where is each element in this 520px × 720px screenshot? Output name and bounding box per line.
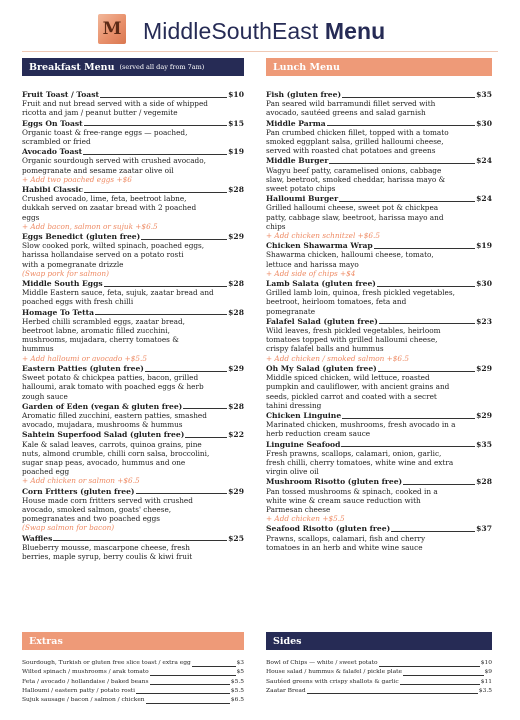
menu-item-description: harissa hollandaise served on a potato rosti xyxy=(22,250,184,260)
extras-item-name: Halloumi / eastern patty / potato rosti xyxy=(22,687,136,694)
sides-item-price: $9 xyxy=(484,669,492,676)
leader-line xyxy=(84,125,227,126)
lunch-section xyxy=(266,58,492,553)
brand-menu-word: Menu xyxy=(324,18,386,44)
extras-title: Extras xyxy=(29,635,63,647)
menu-item xyxy=(266,440,492,477)
menu-item-description: virgin olive oil xyxy=(266,467,319,477)
menu-item-header xyxy=(22,402,244,411)
extras-item xyxy=(22,696,244,705)
leader-line xyxy=(145,371,227,372)
menu-item-description: poached egg xyxy=(22,467,70,477)
menu-item-description: Pan seared wild barramundi fillet served with xyxy=(266,99,436,109)
menu-item-price: $19 xyxy=(476,241,492,251)
menu-item-description: ricotta and jam / peanut butter / vegemite xyxy=(22,108,178,118)
menu-item xyxy=(22,232,244,278)
page-title xyxy=(143,18,385,45)
extras-section xyxy=(22,632,244,705)
menu-item-addon: + Add chicken or salmon +$6.5 xyxy=(22,476,140,486)
menu-item xyxy=(22,90,244,118)
extras-item xyxy=(22,687,244,696)
menu-item-header xyxy=(22,534,244,543)
menu-item xyxy=(266,119,492,156)
menu-item xyxy=(22,279,244,307)
leader-line xyxy=(403,484,475,485)
menu-item-description: patty, cabbage slaw, beetroot, harissa mayo and xyxy=(266,212,444,222)
leader-line xyxy=(403,675,483,676)
menu-item-header xyxy=(266,194,492,203)
extras-item-price: $5 xyxy=(236,669,244,676)
sides-item-name: Bowl of Chips — white / sweet potato xyxy=(266,660,378,666)
menu-item-addon: + Add chicken schnitzel +$6.5 xyxy=(266,231,381,241)
leader-line xyxy=(185,437,227,438)
menu-item-header xyxy=(266,317,492,326)
menu-item-name: Lamb Salata (gluten free) xyxy=(266,279,376,289)
menu-item-description: zough sauce xyxy=(22,391,68,401)
leader-line xyxy=(136,493,228,494)
sides-section xyxy=(266,632,492,696)
menu-item-description: Middle spiced chicken, wild lettuce, roasted xyxy=(266,373,430,383)
leader-line xyxy=(342,418,475,419)
menu-item-description: slaw, beetroot, smoked cheddar, harissa mayo & xyxy=(266,174,446,184)
menu-item-addon: + Add chicken / smoked salmon +$6.5 xyxy=(266,353,410,363)
menu-item-description: pumpkin and cauliflower, with ancient grains and xyxy=(266,382,450,392)
menu-item-price: $35 xyxy=(476,439,492,449)
extras-heading xyxy=(22,632,244,650)
menu-item-name: Eggs Benedict (gluten free) xyxy=(22,232,141,242)
sides-item-price: $3.5 xyxy=(478,687,492,694)
breakfast-section xyxy=(22,58,244,562)
menu-item-description: beetroot, heirloom tomatoes, feta and xyxy=(266,297,407,307)
leader-line xyxy=(192,666,236,667)
menu-item-name: Chicken Shawarma Wrap xyxy=(266,241,373,251)
menu-item-description: tomatoes in an herb and white wine sauce xyxy=(266,542,423,552)
menu-item-description: House made corn fritters served with crushed xyxy=(22,495,193,505)
extras-item-name: Sujuk sausage / bacon / salmon / chicken xyxy=(22,697,145,704)
leader-line xyxy=(84,192,227,193)
menu-item-name: Seafood Risotto (gluten free) xyxy=(266,524,391,534)
extras-items xyxy=(22,659,244,705)
menu-item-name: Linguine Seafood xyxy=(266,439,341,449)
menu-item-description: Grilled lamb loin, quinoa, fresh pickled vegetables, xyxy=(266,288,455,298)
menu-item-name: Halloumi Burger xyxy=(266,194,339,204)
sides-title: Sides xyxy=(273,635,302,647)
menu-item-name: Middle Parma xyxy=(266,118,326,128)
menu-item-price: $24 xyxy=(476,194,492,204)
menu-item-header xyxy=(22,147,244,156)
logo-letter: M xyxy=(102,19,122,39)
extras-item-name: Wilted spinach / mushrooms / arak tomato xyxy=(22,669,149,676)
menu-item-header xyxy=(22,308,244,317)
menu-item xyxy=(266,364,492,410)
menu-item-name: Fish (gluten free) xyxy=(266,90,342,99)
menu-item-description: berries, maple syrup, berry coulis & kiwi fruit xyxy=(22,551,193,561)
menu-item-price: $29 xyxy=(476,410,492,420)
menu-item-description: pomegranate xyxy=(266,306,316,316)
brand-name: MiddleSouthEast xyxy=(143,18,325,44)
lunch-items xyxy=(266,90,492,552)
sides-item xyxy=(266,678,492,687)
menu-item-header xyxy=(22,279,244,288)
menu-item-price: $15 xyxy=(228,118,244,128)
breakfast-heading xyxy=(22,58,244,76)
menu-item-price: $24 xyxy=(476,156,492,166)
leader-line xyxy=(100,97,227,98)
leader-line xyxy=(391,531,475,532)
menu-item-description: seeds, pickled carrot and coated with a secret xyxy=(266,391,437,401)
leader-line xyxy=(379,666,480,667)
menu-item-header xyxy=(266,241,492,250)
menu-item-description: Prawns, scallops, calamari, fish and cherry xyxy=(266,533,426,543)
menu-item-header xyxy=(22,119,244,128)
menu-item-description: fresh chilli, cherry tomatoes, white wine and extra xyxy=(266,457,454,467)
sides-item-price: $10 xyxy=(480,660,492,666)
menu-item xyxy=(22,364,244,401)
menu-item-name: Fruit Toast / Toast xyxy=(22,90,99,99)
menu-item-description: mushrooms, mujadara, cherry tomatoes & xyxy=(22,335,179,345)
menu-item-description: Herbed chilli scrambled eggs, zaatar bread, xyxy=(22,316,185,326)
menu-item-price: $25 xyxy=(228,533,244,543)
menu-item-header xyxy=(22,90,244,99)
menu-item-name: Avocado Toast xyxy=(22,147,83,157)
leader-line xyxy=(150,684,230,685)
menu-item-description: scrambled or fried xyxy=(22,137,91,147)
menu-item-name: Oh My Salad (gluten free) xyxy=(266,363,377,373)
menu-item-description: white wine & cream sauce reduction with xyxy=(266,495,421,505)
extras-item-price: $3 xyxy=(236,660,244,666)
leader-line xyxy=(341,446,475,447)
menu-item-addon: (Swap salmon for bacon) xyxy=(22,523,115,533)
menu-item-addon: + Add two poached eggs +$6 xyxy=(22,174,132,184)
extras-item xyxy=(22,659,244,668)
breakfast-note: (served all day from 7am) xyxy=(119,63,205,71)
leader-line xyxy=(83,154,227,155)
menu-item-description: poached eggs with fresh chilli xyxy=(22,297,134,307)
menu-item-header xyxy=(22,185,244,194)
menu-item xyxy=(266,279,492,316)
menu-item-price: $22 xyxy=(228,430,244,440)
leader-line xyxy=(307,693,478,694)
menu-item-description: tahini dressing xyxy=(266,400,322,410)
leader-line xyxy=(104,286,227,287)
menu-item-name: Mushroom Risotto (gluten free) xyxy=(266,477,403,487)
menu-item-description: avocado, smoked salmon, goats' cheese, xyxy=(22,504,172,514)
menu-item-name: Waffles xyxy=(22,533,53,543)
extras-item-name: Feta / avocado / hollandaise / baked beans xyxy=(22,678,149,685)
menu-item xyxy=(22,185,244,231)
menu-item-price: $29 xyxy=(476,363,492,373)
menu-item-header xyxy=(266,477,492,486)
breakfast-items xyxy=(22,90,244,561)
menu-item-header xyxy=(266,364,492,373)
menu-item-description: eggs xyxy=(22,212,40,222)
menu-item-price: $28 xyxy=(228,279,244,289)
leader-line xyxy=(374,248,475,249)
menu-item-description: Sweet potato & chickpea patties, bacon, grilled xyxy=(22,373,199,383)
menu-item-description: Wagyu beef patty, caramelised onions, cabbage xyxy=(266,165,442,175)
menu-item-price: $19 xyxy=(228,147,244,157)
sides-item xyxy=(266,659,492,668)
sides-items xyxy=(266,659,492,696)
leader-line xyxy=(339,201,475,202)
menu-item-addon: + Add chicken +$5.5 xyxy=(266,514,345,524)
menu-item-description: pomegranate and sesame zaatar olive oil xyxy=(22,165,174,175)
leader-line xyxy=(327,125,475,126)
menu-item-description: Grilled halloumi cheese, sweet pot & chickpea xyxy=(266,203,439,213)
menu-item xyxy=(22,147,244,184)
menu-item-description: sweet potato chips xyxy=(266,184,336,194)
menu-item-description: tomatoes topped with grilled halloumi cheese, xyxy=(266,335,438,345)
menu-item xyxy=(266,194,492,240)
menu-item-description: avocado, mujadara, mushrooms & hummus xyxy=(22,420,183,430)
menu-item-price: $29 xyxy=(228,363,244,373)
menu-item xyxy=(266,524,492,552)
menu-item-description: served with roasted chat potatoes and greens xyxy=(266,146,436,156)
leader-line xyxy=(136,693,230,694)
menu-item-description: crispy falafel balls and hummus xyxy=(266,344,384,354)
menu-item-description: Marinated chicken, mushrooms, fresh avocado in a xyxy=(266,420,456,430)
extras-item xyxy=(22,678,244,687)
leader-line xyxy=(377,286,475,287)
sides-item xyxy=(266,687,492,696)
menu-item-price: $29 xyxy=(228,486,244,496)
menu-item-description: hummus xyxy=(22,344,54,354)
menu-item-description: Organic toast & free-range eggs — poached, xyxy=(22,127,188,137)
sides-heading xyxy=(266,632,492,650)
menu-item-description: lettuce and harissa mayo xyxy=(266,259,359,269)
lunch-title: Lunch Menu xyxy=(273,61,340,73)
menu-item xyxy=(266,477,492,523)
menu-item-price: $37 xyxy=(476,524,492,534)
menu-item-header xyxy=(266,411,492,420)
leader-line xyxy=(53,540,227,541)
menu-item-header xyxy=(266,524,492,533)
menu-item-price: $28 xyxy=(228,401,244,411)
menu-item-description: chips xyxy=(266,221,286,231)
sides-item-name: Sautéed greens with crispy shallots & garlic xyxy=(266,678,399,685)
leader-line xyxy=(400,684,480,685)
leader-line xyxy=(378,371,475,372)
menu-item-description: smoked eggplant salsa, grilled halloumi cheese, xyxy=(266,137,444,147)
menu-item-name: Sahtein Superfood Salad (gluten free) xyxy=(22,430,185,440)
menu-item-description: Blueberry mousse, mascarpone cheese, fresh xyxy=(22,542,190,552)
menu-item-addon: + Add side of chips +$4 xyxy=(266,268,356,278)
menu-item xyxy=(266,156,492,193)
menu-item-price: $30 xyxy=(476,279,492,289)
menu-item-description: Fruit and nut bread served with a side of whipped xyxy=(22,99,208,109)
menu-item xyxy=(22,487,244,533)
menu-item-description: Aromatic filled zucchini, eastern patties, smashed xyxy=(22,410,207,420)
menu-item-price: $30 xyxy=(476,118,492,128)
menu-item-header xyxy=(266,440,492,449)
menu-item-name: Habibi Classic xyxy=(22,185,84,195)
menu-item-name: Eastern Patties (gluten free) xyxy=(22,363,144,373)
menu-item-price: $28 xyxy=(228,307,244,317)
menu-item-description: pomegranates and two poached eggs xyxy=(22,514,161,524)
menu-item-header xyxy=(266,90,492,99)
menu-item xyxy=(22,430,244,485)
logo xyxy=(98,14,126,44)
leader-line xyxy=(329,163,475,164)
menu-item-description: Crushed avocado, lime, feta, beetroot labne, xyxy=(22,194,187,204)
menu-item-description: Slow cooked pork, wilted spinach, poached eggs, xyxy=(22,241,205,251)
menu-item xyxy=(22,308,244,363)
menu-item-description: sugar snap peas, avocado, hummus and one xyxy=(22,457,186,467)
menu-item-price: $35 xyxy=(476,90,492,99)
menu-item-description: dukkah served on zaatar bread with 2 poached xyxy=(22,203,197,213)
menu-item-description: Pan tossed mushrooms & spinach, cooked in a xyxy=(266,486,438,496)
sides-item-price: $11 xyxy=(480,678,492,685)
menu-item-price: $28 xyxy=(228,185,244,195)
menu-item-header xyxy=(266,279,492,288)
header xyxy=(0,14,520,48)
menu-item-name: Middle South Eggs xyxy=(22,279,103,289)
menu-item-description: Kale & salad leaves, carrots, quinoa grains, pine xyxy=(22,439,202,449)
menu-item-addon: + Add halloumi or avocado +$5.5 xyxy=(22,353,147,363)
menu-item-name: Eggs On Toast xyxy=(22,118,83,128)
menu-item-description: Pan crumbed chicken fillet, topped with a tomato xyxy=(266,127,449,137)
leader-line xyxy=(141,239,227,240)
menu-item-description: nuts, almond crumble, chilli corn salsa, broccolini, xyxy=(22,448,210,458)
leader-line xyxy=(183,408,227,409)
menu-item-description: herb reduction cream sauce xyxy=(266,429,371,439)
menu-item-description: beetroot labne, aromatic filled zucchini, xyxy=(22,326,170,336)
menu-item-description: avocado, sautéed greens and salad garnish xyxy=(266,108,426,118)
menu-item-addon: + Add bacon, salmon or sujuk +$6.5 xyxy=(22,221,158,231)
menu-item xyxy=(22,402,244,430)
menu-item-price: $28 xyxy=(476,477,492,487)
extras-item xyxy=(22,668,244,677)
menu-item-description: Parmesan cheese xyxy=(266,504,331,514)
menu-item-header xyxy=(22,364,244,373)
menu-item-name: Homage To Tetta xyxy=(22,307,95,317)
menu-item-price: $23 xyxy=(476,316,492,326)
menu-item-header xyxy=(22,232,244,241)
menu-item-header xyxy=(266,119,492,128)
menu-item-name: Middle Burger xyxy=(266,156,329,166)
menu-item-name: Corn Fritters (gluten free) xyxy=(22,486,135,496)
menu-item-price: $29 xyxy=(228,232,244,242)
breakfast-title: Breakfast Menu xyxy=(29,61,115,73)
leader-line xyxy=(146,703,230,704)
menu-item xyxy=(22,119,244,147)
extras-item-price: $5.5 xyxy=(230,678,244,685)
menu-item-header xyxy=(22,487,244,496)
menu-item-description: Middle Eastern sauce, feta, sujuk, zaatar bread and xyxy=(22,288,214,298)
menu-item-description: Organic sourdough served with crushed avocado, xyxy=(22,156,206,166)
menu-item xyxy=(266,411,492,439)
menu-item-name: Chicken Linguine xyxy=(266,410,342,420)
menu-item-description: Fresh prawns, scallops, calamari, onion, garlic, xyxy=(266,448,442,458)
leader-line xyxy=(95,314,227,315)
menu-item xyxy=(266,241,492,278)
extras-item-price: $5.5 xyxy=(230,687,244,694)
leader-line xyxy=(150,675,236,676)
menu-item-description: Shawarma chicken, halloumi cheese, tomato, xyxy=(266,250,434,260)
menu-item-description: with a pomegranate drizzle xyxy=(22,259,124,269)
menu-item xyxy=(22,534,244,562)
menu-item-description: Wild leaves, fresh pickled vegetables, heirloom xyxy=(266,326,441,336)
menu-item-header xyxy=(266,156,492,165)
menu-item-name: Garden of Eden (vegan & gluten free) xyxy=(22,401,183,411)
header-divider xyxy=(22,51,498,52)
sides-item-name: Zaatar Bread xyxy=(266,687,306,694)
leader-line xyxy=(379,323,475,324)
extras-item-price: $6.5 xyxy=(230,697,244,704)
menu-item xyxy=(266,317,492,363)
menu-item-addon: (Swap pork for salmon) xyxy=(22,268,109,278)
menu-item-name: Falafel Salad (gluten free) xyxy=(266,316,378,326)
leader-line xyxy=(342,97,475,98)
sides-item-name: House salad / hummus & falafel / pickle plate xyxy=(266,669,403,676)
menu-item-description: halloumi, arak tomato with poached eggs & herb xyxy=(22,382,204,392)
extras-item-name: Sourdough, Turkish or gluten free slice toast / extra egg xyxy=(22,660,191,666)
sides-item xyxy=(266,668,492,677)
lunch-heading xyxy=(266,58,492,76)
menu-item-price: $10 xyxy=(228,90,244,99)
menu-item-header xyxy=(22,430,244,439)
menu-item xyxy=(266,90,492,118)
